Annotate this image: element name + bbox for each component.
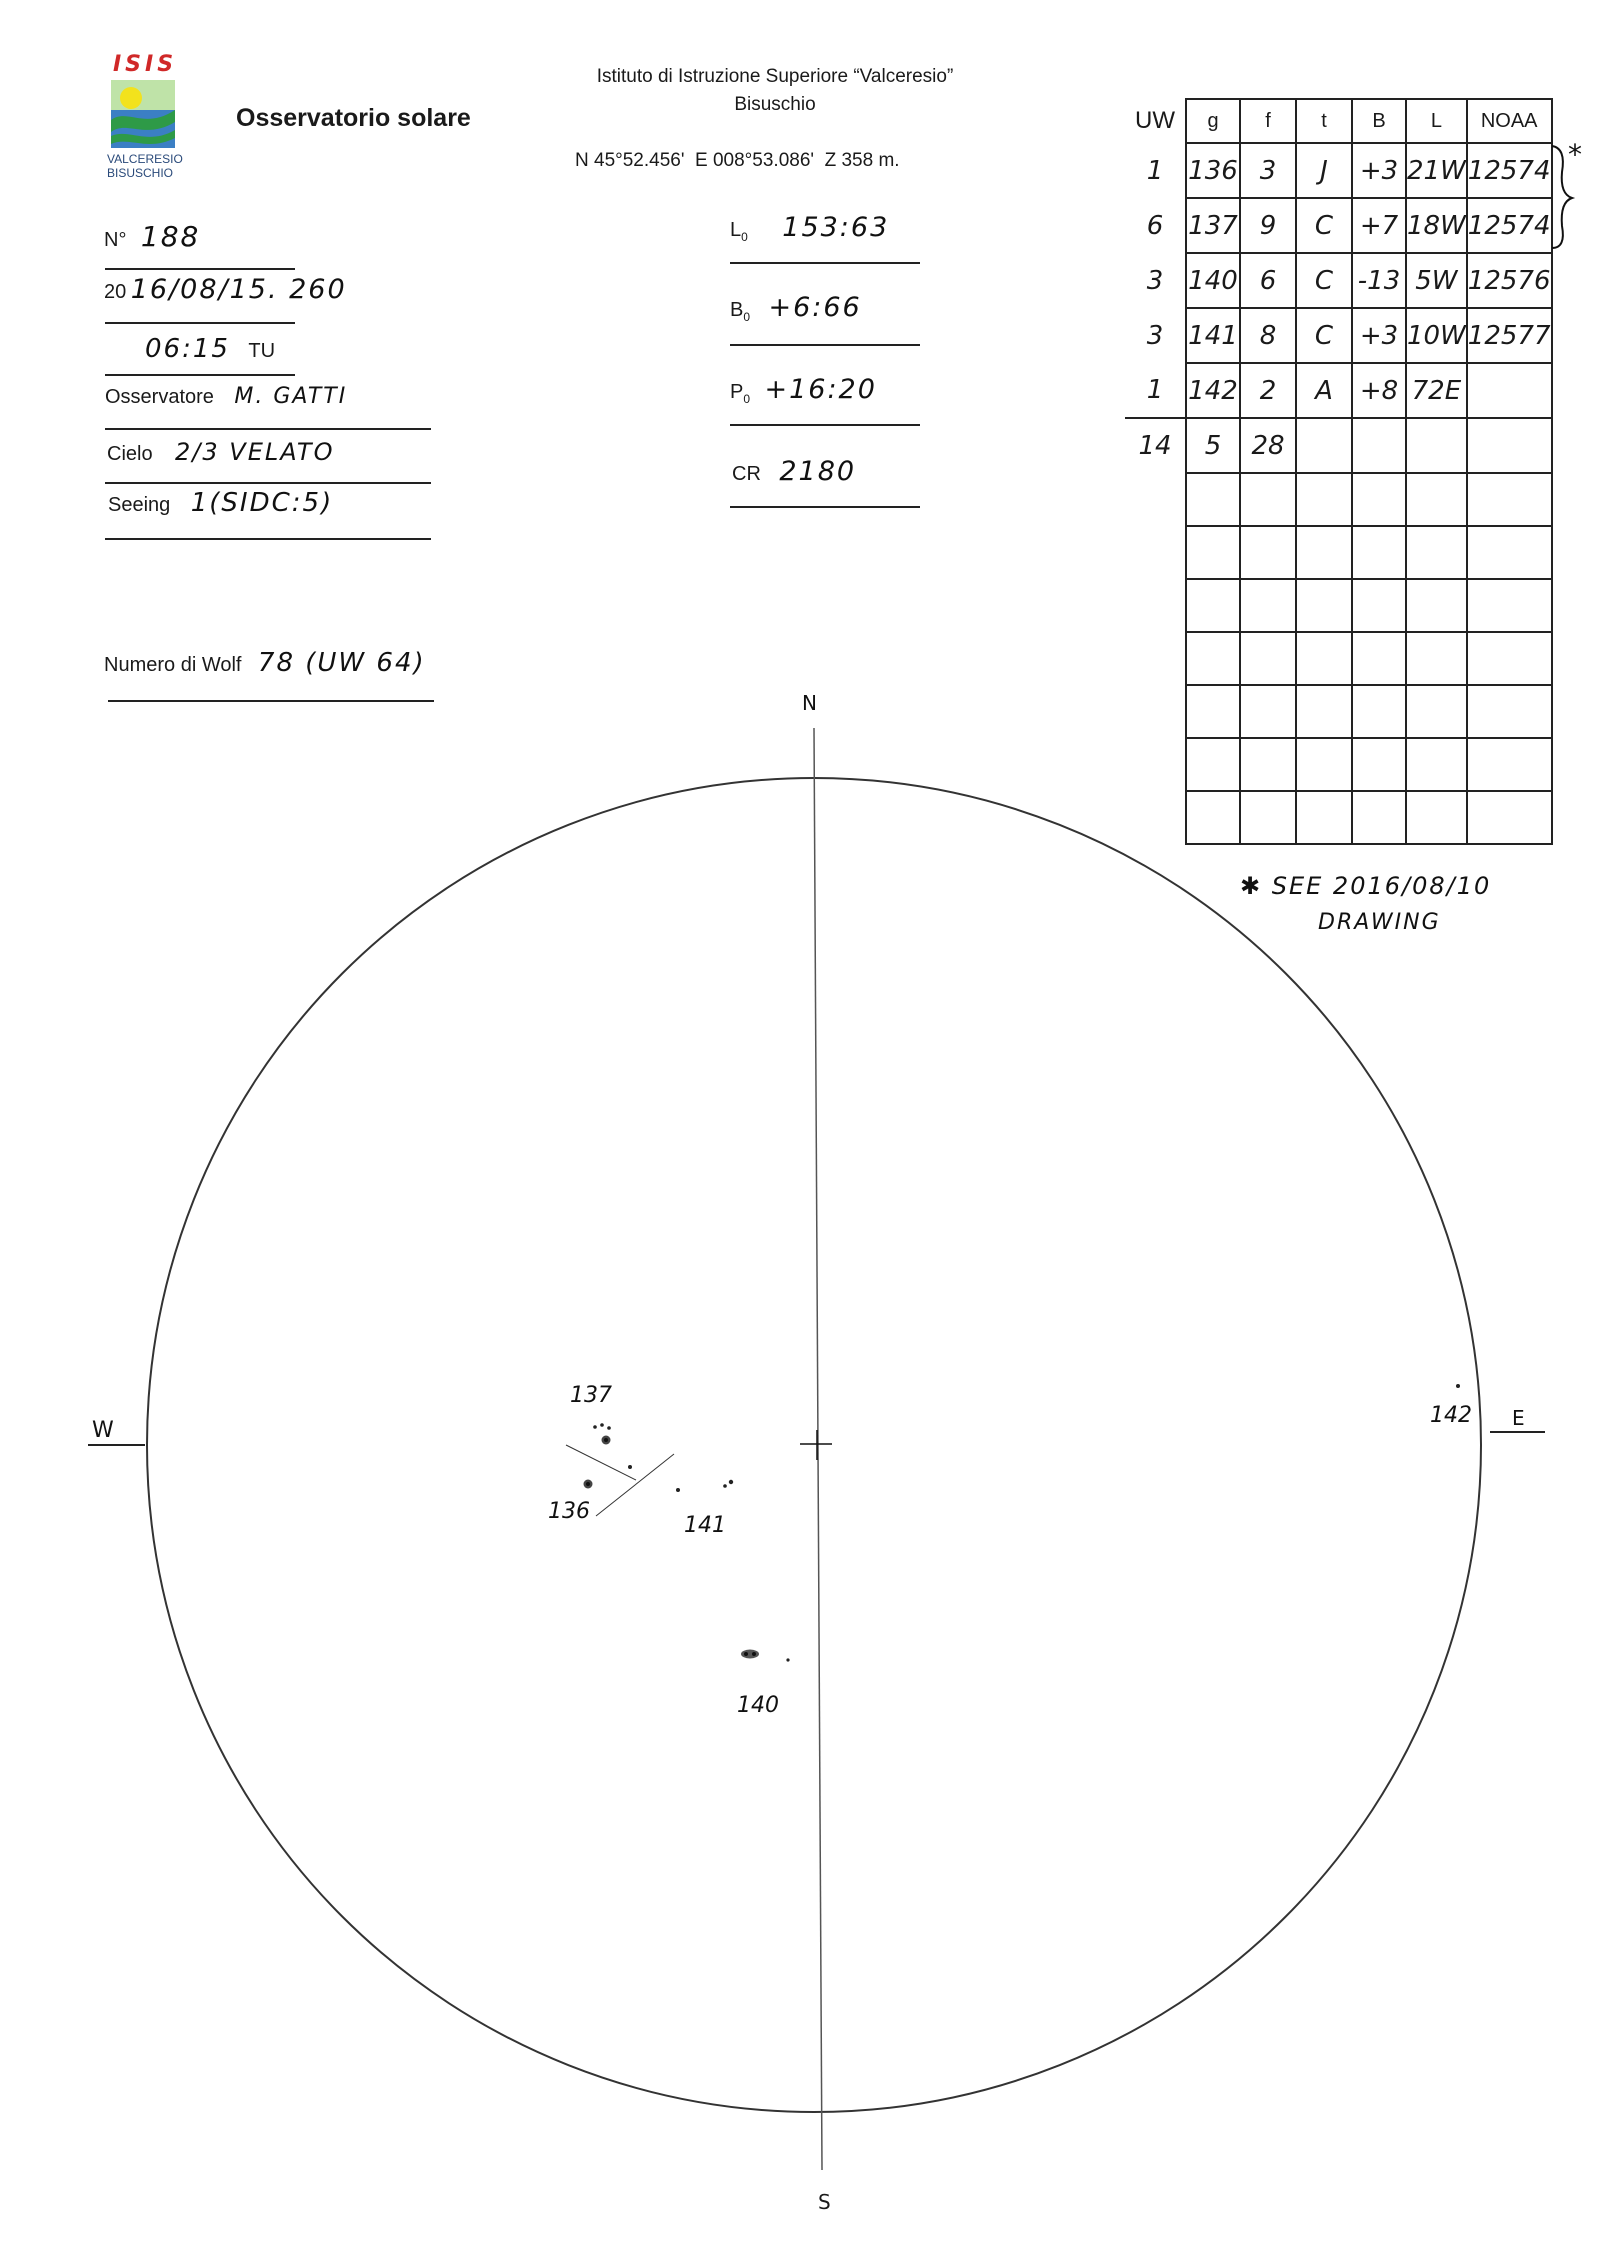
date-value: 16/08/15. 260 (130, 274, 347, 305)
label-north: N (802, 691, 817, 715)
cell-t: J (1296, 143, 1352, 198)
seeing-label: Seeing (108, 494, 171, 516)
cell-noaa: 12576 (1467, 253, 1552, 308)
rule-p0 (730, 424, 920, 426)
observatory-title: Osservatorio solare (236, 104, 471, 132)
header-noaa: NOAA (1467, 99, 1552, 143)
isis-logo (105, 52, 225, 187)
field-sky (107, 438, 334, 466)
empty-cell (1406, 418, 1467, 473)
number-label: N° (104, 229, 127, 251)
table-row (1125, 308, 1552, 363)
solar-disk-drawing (0, 680, 1600, 2180)
cell-g: 136 (1186, 143, 1240, 198)
header-g: g (1186, 99, 1240, 143)
cell-g: 141 (1186, 308, 1240, 363)
cell-f: 9 (1240, 198, 1296, 253)
note-line2: DRAWING (1318, 910, 1441, 935)
cell-b: +3 (1352, 143, 1406, 198)
cell-noaa: 12574 (1467, 143, 1552, 198)
logo-line2: BISUSCHIO (107, 166, 174, 180)
cr-label: CR (732, 463, 761, 485)
table-row (1125, 363, 1552, 418)
rule-seeing (105, 538, 431, 540)
sunspot (786, 1658, 789, 1661)
observer-value: M. GATTI (234, 384, 348, 409)
total-uw: 14 (1125, 418, 1186, 473)
solar-disk (147, 778, 1481, 2112)
field-number (104, 220, 200, 253)
blank-row (1125, 579, 1552, 632)
sunspot (723, 1484, 727, 1488)
field-seeing (108, 488, 333, 518)
sunspot (752, 1652, 756, 1656)
field-cr (732, 456, 856, 487)
wolf-label: Numero di Wolf (104, 654, 242, 676)
header-l: L (1406, 99, 1467, 143)
cell-uw: 1 (1146, 155, 1164, 186)
blank-row (1125, 632, 1552, 685)
rule-l0 (730, 262, 920, 264)
group-label-141: 141 (684, 1513, 726, 1538)
sunspot (676, 1488, 680, 1492)
label-east: E (1512, 1406, 1525, 1430)
field-wolf (104, 648, 426, 678)
time-value: 06:15 (145, 334, 230, 364)
blank-row (1125, 526, 1552, 579)
note-line1: ✱ SEE 2016/08/10 (1240, 872, 1492, 900)
cell-uw: 1 (1146, 375, 1164, 405)
logo-emblem-icon (111, 80, 175, 148)
sunspot (607, 1426, 611, 1430)
cell-g: 140 (1186, 253, 1240, 308)
field-time (145, 334, 275, 364)
sky-label: Cielo (107, 443, 153, 465)
group-label-137: 137 (570, 1383, 612, 1408)
cell-noaa: 12574 (1467, 198, 1552, 253)
cell-uw: 3 (1146, 265, 1164, 296)
logo-line1: VALCERESIO (107, 152, 183, 166)
cell-t: A (1296, 363, 1352, 418)
total-f: 28 (1240, 418, 1296, 473)
b0-value: +6:66 (768, 292, 862, 323)
empty-cell (1467, 418, 1552, 473)
sunspot (600, 1423, 604, 1427)
sunspot (586, 1482, 590, 1486)
cell-l: 5W (1406, 253, 1467, 308)
logo-isis-text: ISIS (113, 52, 178, 77)
north-south-axis (814, 728, 822, 2170)
cell-t: C (1296, 253, 1352, 308)
field-observer (105, 384, 347, 409)
rule-cr (730, 506, 920, 508)
header-t: t (1296, 99, 1352, 143)
institute-line1: Istituto di Istruzione Superiore “Valceresio” (596, 66, 954, 87)
institute-line2: Bisuschio (734, 94, 816, 115)
cell-g: 137 (1186, 198, 1240, 253)
l0-label: $L_0$ (730, 219, 748, 244)
cell-l: 21W (1406, 143, 1467, 198)
label-south-text: S (818, 2190, 831, 2214)
cell-f: 6 (1240, 253, 1296, 308)
cell-l: 10W (1406, 308, 1467, 363)
l0-value: 153:63 (782, 212, 890, 243)
sunspot (741, 1650, 759, 1659)
sunspot (604, 1438, 608, 1442)
cell-uw: 6 (1146, 210, 1164, 241)
label-west: W (92, 1418, 114, 1443)
cell-f: 8 (1240, 308, 1296, 363)
number-value: 188 (140, 220, 201, 253)
group-separator (596, 1454, 674, 1516)
field-date (104, 274, 347, 305)
cell-t: C (1296, 198, 1352, 253)
rule-time (105, 374, 295, 376)
cell-b: -13 (1352, 253, 1406, 308)
total-g: 5 (1186, 418, 1240, 473)
cell-l: 18W (1406, 198, 1467, 253)
sunspot (1456, 1384, 1460, 1388)
sunspot (593, 1425, 597, 1429)
header-f: f (1240, 99, 1296, 143)
time-suffix: TU (248, 340, 276, 362)
wolf-value: 78 (UW 64) (257, 648, 426, 678)
b0-label: $B_0$ (730, 299, 751, 324)
cell-g: 142 (1186, 363, 1240, 418)
cell-noaa (1467, 363, 1552, 418)
table-row (1125, 198, 1552, 253)
rule-observer (105, 428, 431, 430)
seeing-value: 1(SIDC:5) (190, 488, 334, 518)
station-coordinates: N 45°52.456' E 008°53.086' Z 358 m. (575, 150, 900, 171)
cell-t: C (1296, 308, 1352, 363)
field-p0 (730, 374, 877, 406)
header-uw: UW (1135, 107, 1175, 134)
cr-value: 2180 (779, 456, 857, 487)
cell-noaa: 12577 (1467, 308, 1552, 363)
sunspot (744, 1652, 748, 1656)
group-label-136: 136 (548, 1499, 590, 1524)
sunspot (628, 1465, 632, 1469)
table-header-row (1125, 99, 1552, 143)
group-label-142: 142 (1430, 1403, 1472, 1428)
table-row (1125, 143, 1552, 198)
field-b0 (730, 292, 862, 324)
cell-l: 72E (1406, 363, 1467, 418)
empty-cell (1296, 418, 1352, 473)
table-row (1125, 253, 1552, 308)
table-asterisk: * (1568, 138, 1584, 171)
group-label-140: 140 (737, 1693, 779, 1718)
observer-label: Osservatore (105, 386, 214, 408)
cell-uw: 3 (1146, 320, 1164, 351)
sky-value: 2/3 VELATO (175, 438, 335, 466)
cell-b: +7 (1352, 198, 1406, 253)
rule-number (105, 268, 295, 270)
blank-row (1125, 473, 1552, 526)
rule-b0 (730, 344, 920, 346)
cell-b: +3 (1352, 308, 1406, 363)
group-separator (566, 1445, 636, 1480)
rule-sky (105, 482, 431, 484)
cell-f: 3 (1240, 143, 1296, 198)
p0-label: $P_0$ (730, 381, 751, 406)
rule-date (105, 322, 295, 324)
date-prefix: 20 (104, 281, 127, 303)
field-l0 (730, 212, 889, 244)
table-totals-row (1125, 418, 1552, 473)
sunspot (729, 1480, 733, 1484)
cell-f: 2 (1240, 363, 1296, 418)
p0-value: +16:20 (764, 374, 877, 405)
header-b: B (1352, 99, 1406, 143)
cell-b: +8 (1352, 363, 1406, 418)
empty-cell (1352, 418, 1406, 473)
